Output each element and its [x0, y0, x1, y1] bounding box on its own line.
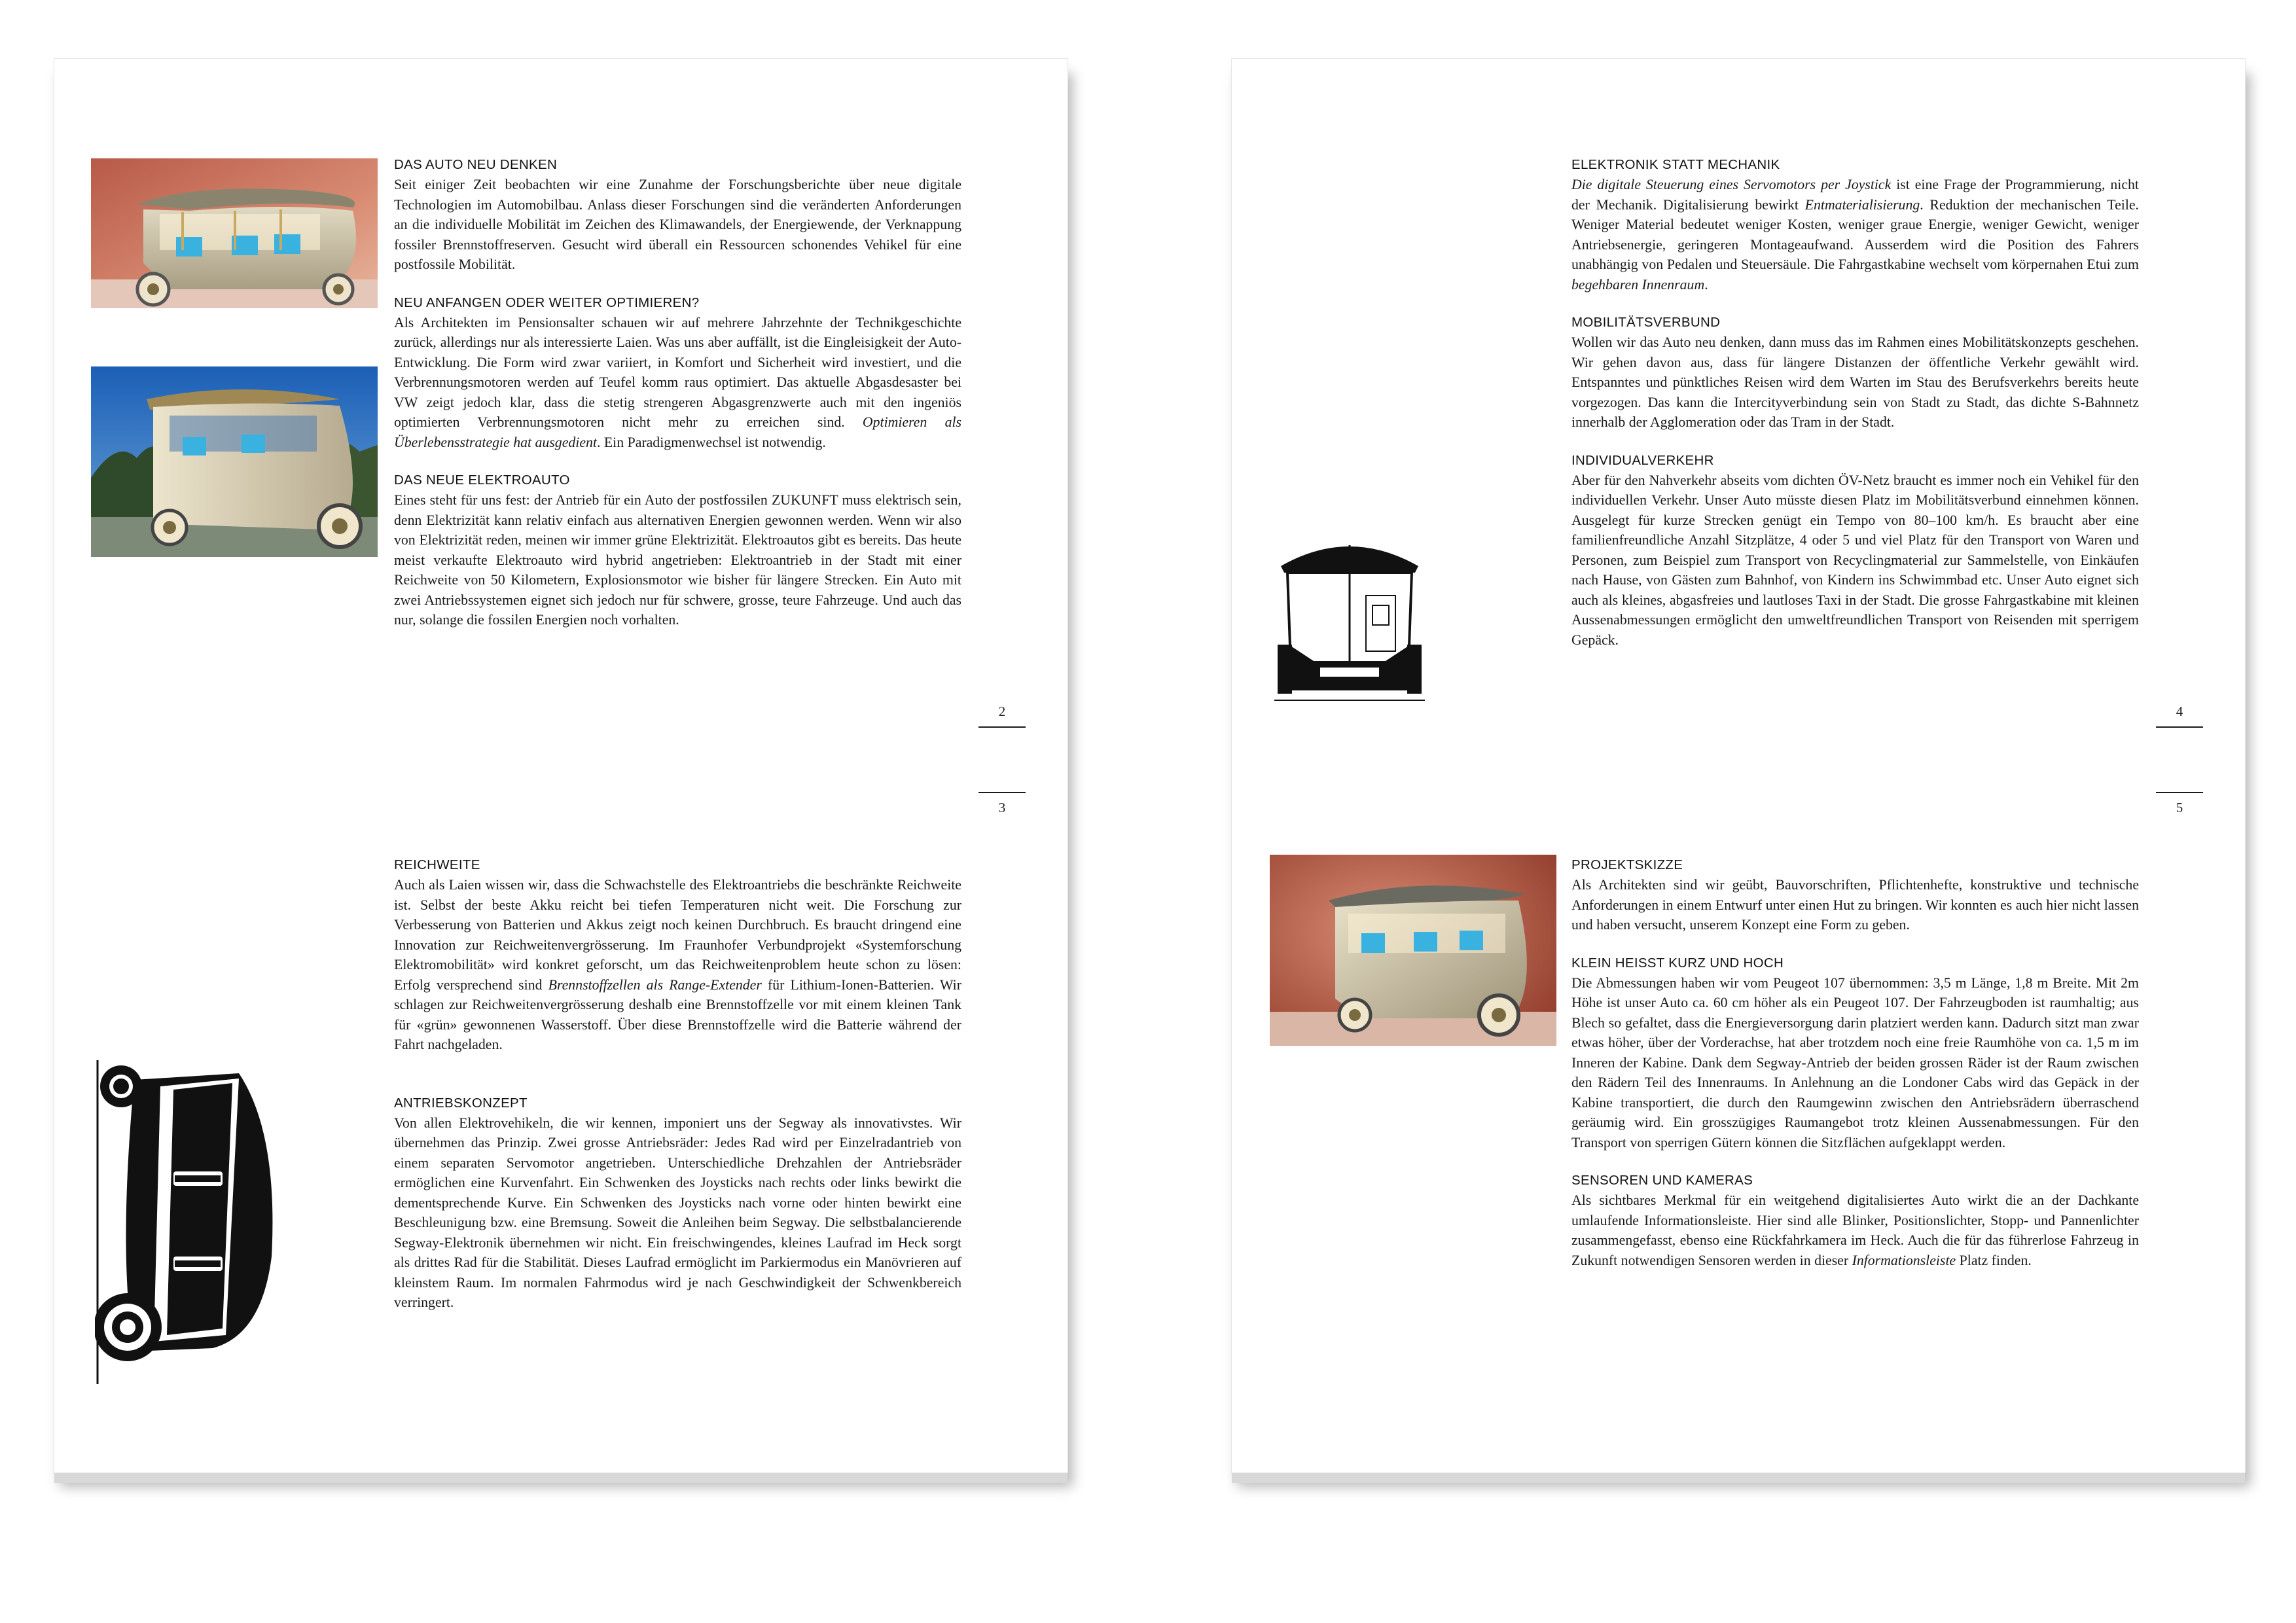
page-number-rule — [2156, 792, 2203, 793]
section-body: Seit einiger Zeit beobachten wir eine Zunahme der Forschungsberichte über neue digitale Technologien im Automobilbau. Anlass dieser Forschungen sind die veränderten Anforderungen an die individuelle Mobilität im Zeichen des Klimawandels, der Energiewende, der Verknappung fossiler Brennstoffreserven. Gesucht wird überall ein Ressourcen schonendes Vehikel für eine postfossile Mobilität. — [394, 177, 961, 272]
car-model-photo-1 — [91, 158, 378, 308]
car-model-photo-2 — [91, 366, 378, 557]
page-3-text — [394, 857, 961, 1313]
left-page — [54, 59, 1067, 1472]
section-heading: REICHWEITE — [394, 857, 480, 872]
section-body: Aber für den Nahverkehr abseits vom dichten ÖV-Netz braucht es immer noch ein Vehikel für den individuellen Verkehr. Unser Auto müsste diesen Platz im Mobilitätsverbund einnehmen können. Ausgelegt für kurze Strecken genügt ein Tempo von 80–100 km/h. Es braucht aber eine familienfreundliche Anzahl Sitzplätze, 4 oder 5 und viel Platz für den Transport von Waren und Personen, zum Beispiel zum Transport von Recyclingmaterial zur Sammelstelle, von Einkäufen nach Hause, von Gästen zum Bahnhof, von Kindern ins Schwimmbad etc. Unser Auto eignet sich auch als kleines, abgasfreies und lautloses Taxi in der Stadt. Die grosse Fahrgastkabine mit kleinen Aussenabmessungen ermöglicht den umweltfreundlichen Transport von Reisenden mit sperrigem Gepäck. — [1571, 472, 2139, 648]
section-body: Auch als Laien wissen wir, dass die Schwachstelle des Elektroantriebs die beschränkte Reichweite ist. Selbst der beste Akku reicht bei tiefen Temperaturen nicht weit. Die Forschung zur Verbesserung von Batterien und Akkus zeigt noch keinen Durchbruch. Es braucht dringend eine Innovation zur Reichweitenvergrösserung. Im Fraunhofer Verbundprojekt «Systemforschung Elektromobilität» wird konkret geforscht, um das Reichweitenproblem heute schon zu lösen: Erfolg versprechend sind Brennstoffzellen als Range-Extender für Lithium-Ionen-Batterien. Wir schlagen zur Reichweitenvergrösserung deshalb eine Brennstoffzelle vor mit einem kleinen Tank für «grün» gewonnenen Wasserstoff. Über diese Brennstoffzelle wird die Batterie während der Fahrt nachgeladen. — [394, 877, 961, 1052]
section-heading: NEU ANFANGEN ODER WEITER OPTIMIEREN? — [394, 294, 700, 310]
page-number: 2 — [998, 704, 1006, 719]
page-number: 4 — [2176, 704, 2183, 719]
page-2-text — [394, 157, 961, 630]
page-number-rule — [978, 726, 1026, 728]
page-number-rule — [2156, 726, 2203, 728]
page-number: 3 — [998, 800, 1006, 815]
section-heading: KLEIN HEISST KURZ UND HOCH — [1571, 955, 1784, 971]
section-body: Als Architekten sind wir geübt, Bauvorschriften, Pflichtenhefte, konstruktive und technische Anforderungen in einem Entwurf unter einen Hut zu bringen. Wir konnten es auch hier nicht lassen und haben versucht, unserem Konzept eine Form zu geben. — [1571, 877, 2139, 933]
section-body: Eines steht für uns fest: der Antrieb für ein Auto der postfossilen ZUKUNFT muss elektrisch sein, denn Elektrizität kann relativ einfach aus alternativen Energien gewonnen werden. Wenn wir also von Elektrizität reden, meinen wir immer grüne Elektrizität. Elektroautos gibt es bereits. Das heute meist verkaufte Elektroauto wird hybrid angetrieben: Elektroantrieb in der Stadt mit einer Reichweite von 50 Kilometern, Explosionsmotor wie bisher für längere Strecken. Ein Auto mit zwei Antriebssystemen eignet sich jedoch nur für schwere, grosse, teure Fahrzeuge. Und auch das nur, solange die fossilen Energien noch vorhalten. — [394, 492, 961, 628]
page-number: 5 — [2176, 800, 2183, 815]
section-heading: SENSOREN UND KAMERAS — [1571, 1173, 1753, 1188]
car-model-photo-3 — [1270, 855, 1556, 1046]
section-body: Von allen Elektrovehikeln, die wir kennen, imponiert uns der Segway als innovativstes. Wir übernehmen das Prinzip. Zwei grosse Antriebsräder: Jedes Rad wird per Einzelradantrieb von einem separaten Servomotor angetrieben. Unterschiedliche Drehzahlen der Antriebsräder ermöglichen eine Kurvenfahrt. Ein Schwenken des Joysticks nach rechts oder links bewirkt die dementsprechende Kurve. Ein Schwenken des Joysticks nach vorne oder hinten bewirkt eine Beschleunigung bzw. eine Bremsung. Soweit die Anleihen beim Segway. Die selbstbalancierende Segway-Elektronik übernehmen wir nicht. Ein freischwingendes, kleines Laufrad im Heck sorgt als drittes Rad für die Stabilität. Dieses Laufrad ermöglicht im Parkiermodus ein Manövrieren auf kleinstem Raum. Im normalen Fahrmodus wird je nach Geschwindigkeit der Schwenkbereich verringert. — [394, 1115, 961, 1310]
page-number-rule — [978, 792, 1026, 793]
section-body: Als sichtbares Merkmal für ein weitgehend digitalisiertes Auto wirkt die an der Dachkante umlaufende Informationsleiste. Hier sind alle Blinker, Positionslichter, Stopp- und Pannenlichter zusammengefasst, ebenso eine Rückfahrkamera im Heck. Auch die für das führerlose Fahrzeug in Zukunft notwendigen Sensoren werden in dieser Informationsleiste Platz finden. — [1571, 1192, 2139, 1268]
section-heading: ELEKTRONIK STATT MECHANIK — [1571, 157, 1780, 172]
car-front-elevation-drawing — [1274, 533, 1425, 710]
section-heading: MOBILITÄTSVERBUND — [1571, 315, 1721, 330]
right-page — [1232, 59, 2245, 1472]
section-heading: DAS NEUE ELEKTROAUTO — [394, 473, 570, 488]
section-heading: DAS AUTO NEU DENKEN — [394, 157, 558, 172]
section-body: Die digitale Steuerung eines Servomotors per Joystick ist eine Frage der Programmierung, nicht der Mechanik. Digitalisierung bewirkt Entmaterialisierung. Reduktion der mechanischen Teile. Weniger Material bedeutet weniger Kosten, weniger graue Energie, weniger Gewicht, weniger Antriebsenergie, geringeren Montageaufwand. Ausserdem wird die Position des Fahrers unabhängig von Pedalen und Steuersäule. Die Fahrgastkabine wechselt vom körpernahen Etui zum begehbaren Innenraum. — [1571, 177, 2139, 293]
page-4-text — [1571, 157, 2139, 650]
section-body: Wollen wir das Auto neu denken, dann muss das im Rahmen eines Mobilitätskonzepts geschehen. Wir gehen davon aus, dass für längere Distanzen der öffentliche Verkehr gewählt wird. Entspanntes und pünktliches Reisen wird dem Warten im Stau des Berufsverkehrs bereits heute vorgezogen. Das kann die Intercityverbindung sein von Stadt zu Stadt, das dichte S-Bahnnetz innerhalb der Agglomeration oder das Tram in der Stadt. — [1571, 334, 2139, 430]
section-heading: ANTRIEBSKONZEPT — [394, 1095, 528, 1111]
car-top-plan-drawing — [95, 1060, 289, 1384]
section-heading: INDIVIDUALVERKEHR — [1571, 452, 1714, 468]
page-5-text — [1571, 857, 2139, 1270]
section-heading: PROJEKTSKIZZE — [1571, 857, 1683, 872]
section-body: Als Architekten im Pensionsalter schauen wir auf mehrere Jahrzehnte der Technikgeschichte zurück, allerdings nur als interessierte Laien. Was uns aber auffällt, ist die Eingleisigkeit der Auto-Entwicklung. Die Form wird zwar variiert, in Komfort und Sicherheit wird investiert, und die Verbrennungsmotoren werden auf Teufel komm raus optimiert. Das aktuelle Abgasdesaster bei VW zeigt jedoch klar, dass die stetig strengeren Abgasgrenzwerte auch mit den ingeniös optimierten Verbrennungsmotoren nicht mehr zu erreichen sind. Optimieren als Überlebensstrategie hat ausgedient. Ein Paradigmenwechsel ist notwendig. — [394, 314, 961, 450]
section-body: Die Abmessungen haben wir vom Peugeot 107 übernommen: 3,5 m Länge, 1,8 m Breite. Mit 2m Höhe ist unser Auto ca. 60 cm höher als ein Peugeot 107. Der Fahrzeugboden ist raumhaltig; aus Blech so gefaltet, dass die Energieversorgung darin platziert werden kann. Dadurch sitzt man zwar etwas höher, über der Vorderachse, hat aber trotzdem noch eine freie Raumhöhe von ca. 1,5 m im Inneren der Kabine. Dank dem Segway-Antrieb der beiden grossen Räder ist der Raum zwischen den Rädern Teil des Innenraums. In Anlehnung an die Londoner Cabs wird das Gepäck in der Kabine transportiert, die durch den Raumgewinn zwischen den Antriebsrädern überraschend geräumig wird. Ein grosszügiges Raumangebot trotz kleinen Aussenabmessungen. Für den Transport von sperrigen Gütern können die Sitzflächen aufgeklappt werden. — [1571, 974, 2139, 1150]
